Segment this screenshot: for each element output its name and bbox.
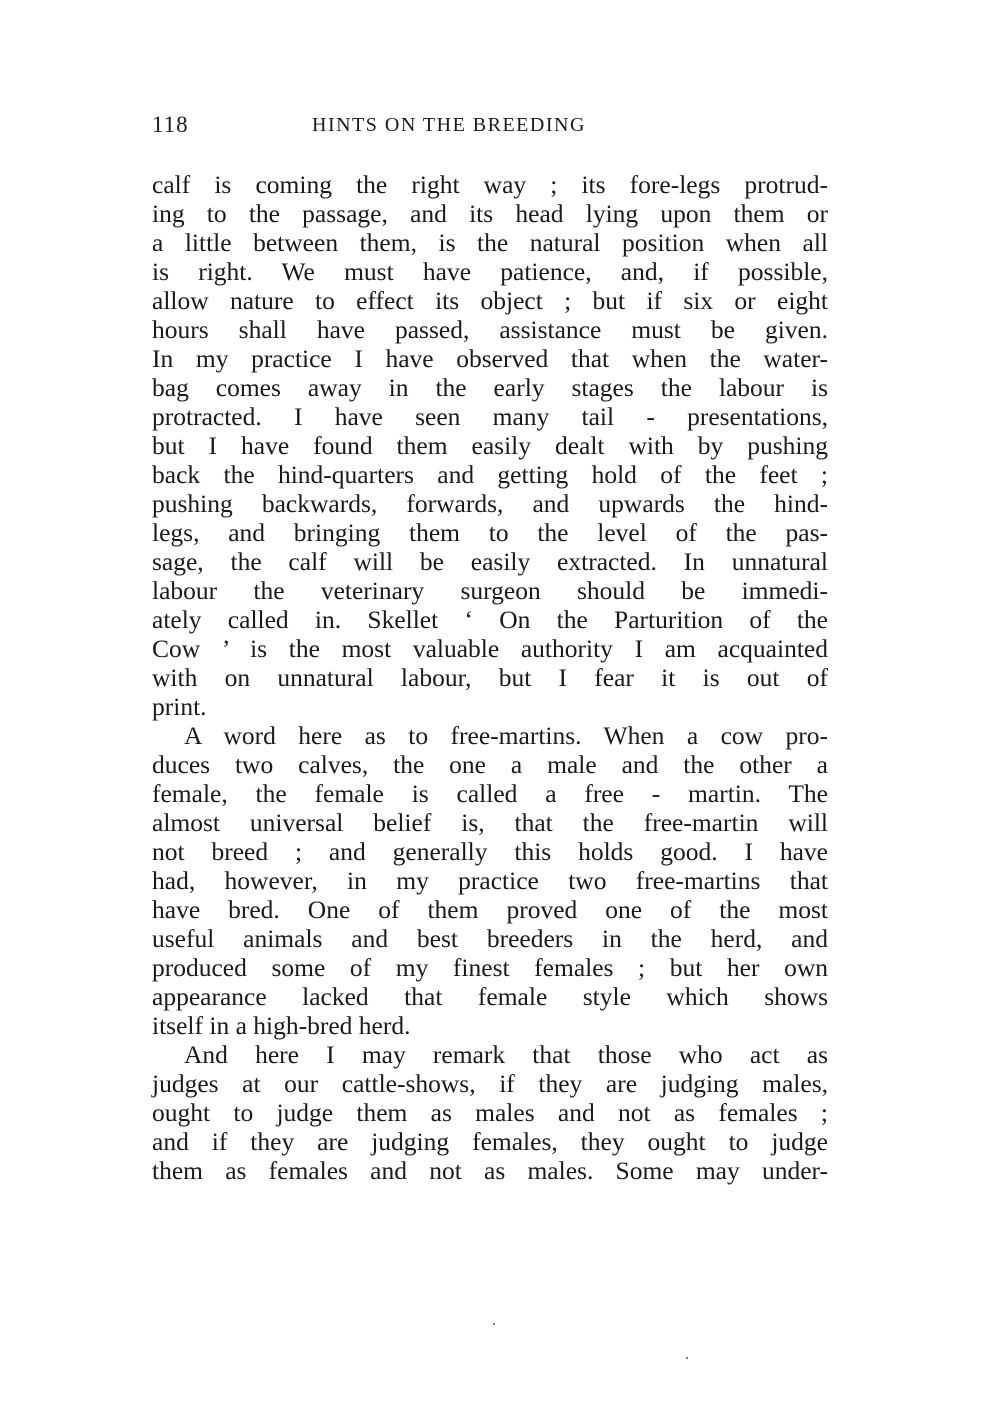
text-line: female, the female is called a free - martin. The — [152, 779, 828, 808]
text-line: useful animals and best breeders in the herd, and — [152, 924, 828, 953]
text-line: ing to the passage, and its head lying upon them or — [152, 199, 828, 228]
text-line: sage, the calf will be easily extracted. In unnatural — [152, 547, 828, 576]
text-line: produced some of my finest females ; but her own — [152, 953, 828, 982]
text-line: labour the veterinary surgeon should be immedi- — [152, 576, 828, 605]
text-line: duces two calves, the one a male and the other a — [152, 750, 828, 779]
body-text — [152, 170, 828, 1185]
scan-speck — [493, 1323, 495, 1325]
text-line: with on unnatural labour, but I fear it is out of — [152, 663, 828, 692]
text-line: appearance lacked that female style which shows — [152, 982, 828, 1011]
text-line: calf is coming the right way ; its fore-legs protrud- — [152, 170, 828, 199]
text-line: but I have found them easily dealt with by pushing — [152, 431, 828, 460]
text-line: and if they are judging females, they ought to judge — [152, 1127, 828, 1156]
text-line: a little between them, is the natural position when all — [152, 228, 828, 257]
text-line: Cow ’ is the most valuable authority I am acquainted — [152, 634, 828, 663]
text-line: almost universal belief is, that the free-martin will — [152, 808, 828, 837]
scan-speck — [686, 1357, 688, 1359]
text-line: In my practice I have observed that when the water- — [152, 344, 828, 373]
text-line: allow nature to effect its object ; but if six or eight — [152, 286, 828, 315]
text-line: is right. We must have patience, and, if possible, — [152, 257, 828, 286]
text-line: hours shall have passed, assistance must be given. — [152, 315, 828, 344]
text-line: judges at our cattle-shows, if they are judging males, — [152, 1069, 828, 1098]
text-line: ought to judge them as males and not as females ; — [152, 1098, 828, 1127]
text-line: back the hind-quarters and getting hold of the feet ; — [152, 460, 828, 489]
text-line: had, however, in my practice two free-martins that — [152, 866, 828, 895]
text-line: not breed ; and generally this holds good. I have — [152, 837, 828, 866]
text-line: ately called in. Skellet ‘ On the Parturition of the — [152, 605, 828, 634]
text-line: print. — [152, 692, 207, 721]
text-line: legs, and bringing them to the level of the pas- — [152, 518, 828, 547]
text-line: protracted. I have seen many tail - presentations, — [152, 402, 828, 431]
text-line: have bred. One of them proved one of the most — [152, 895, 828, 924]
text-line: A word here as to free-martins. When a cow pro- — [184, 721, 828, 750]
text-line: pushing backwards, forwards, and upwards the hind- — [152, 489, 828, 518]
text-line: them as females and not as males. Some may under- — [152, 1156, 828, 1185]
running-head — [152, 112, 832, 144]
text-line: And here I may remark that those who act as — [184, 1040, 828, 1069]
text-line: itself in a high-bred herd. — [152, 1011, 411, 1040]
text-line: bag comes away in the early stages the labour is — [152, 373, 828, 402]
running-head-title: HINTS ON THE BREEDING — [312, 114, 586, 136]
page-number: 118 — [152, 112, 189, 137]
